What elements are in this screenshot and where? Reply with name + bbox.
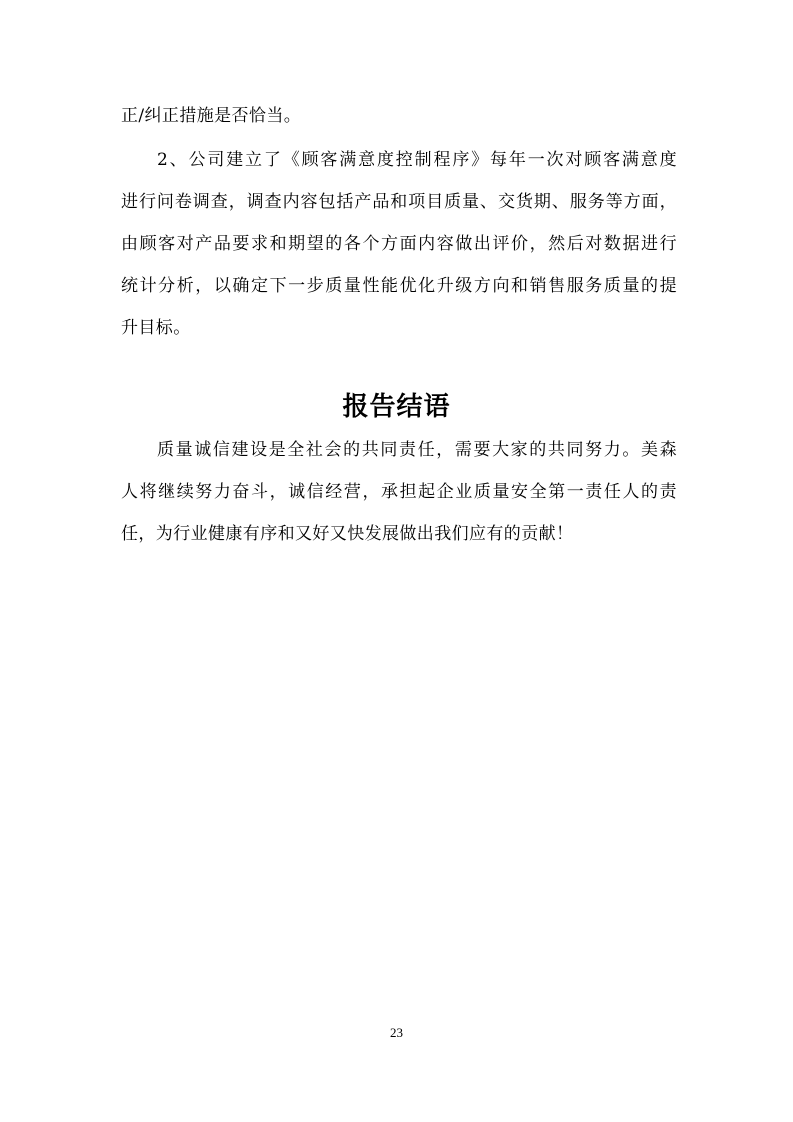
paragraph-line: 质量诚信建设是全社会的共同责任，需要大家的共同努力。美森 — [157, 440, 677, 460]
paragraph-line: 进行问卷调查，调查内容包括产品和项目质量、交货期、服务等方面， — [121, 192, 677, 212]
paragraph-line: 任，为行业健康有序和又好又快发展做出我们应有的贡献！ — [121, 524, 574, 544]
section-heading: 报告结语 — [342, 392, 451, 422]
paragraph-line: 2、公司建立了《顾客满意度控制程序》每年一次对顾客满意度 — [157, 150, 677, 170]
paragraph-line: 正/纠正措施是否恰当。 — [121, 106, 302, 126]
paragraph-line: 统计分析，以确定下一步质量性能优化升级方向和销售服务质量的提 — [121, 276, 677, 296]
page-number: 23 — [390, 1025, 403, 1040]
paragraph-line: 由顾客对产品要求和期望的各个方面内容做出评价，然后对数据进行 — [121, 234, 677, 254]
paragraph-line: 人将继续努力奋斗，诚信经营，承担起企业质量安全第一责任人的责 — [121, 482, 677, 502]
paragraph-line: 升目标。 — [121, 318, 191, 338]
